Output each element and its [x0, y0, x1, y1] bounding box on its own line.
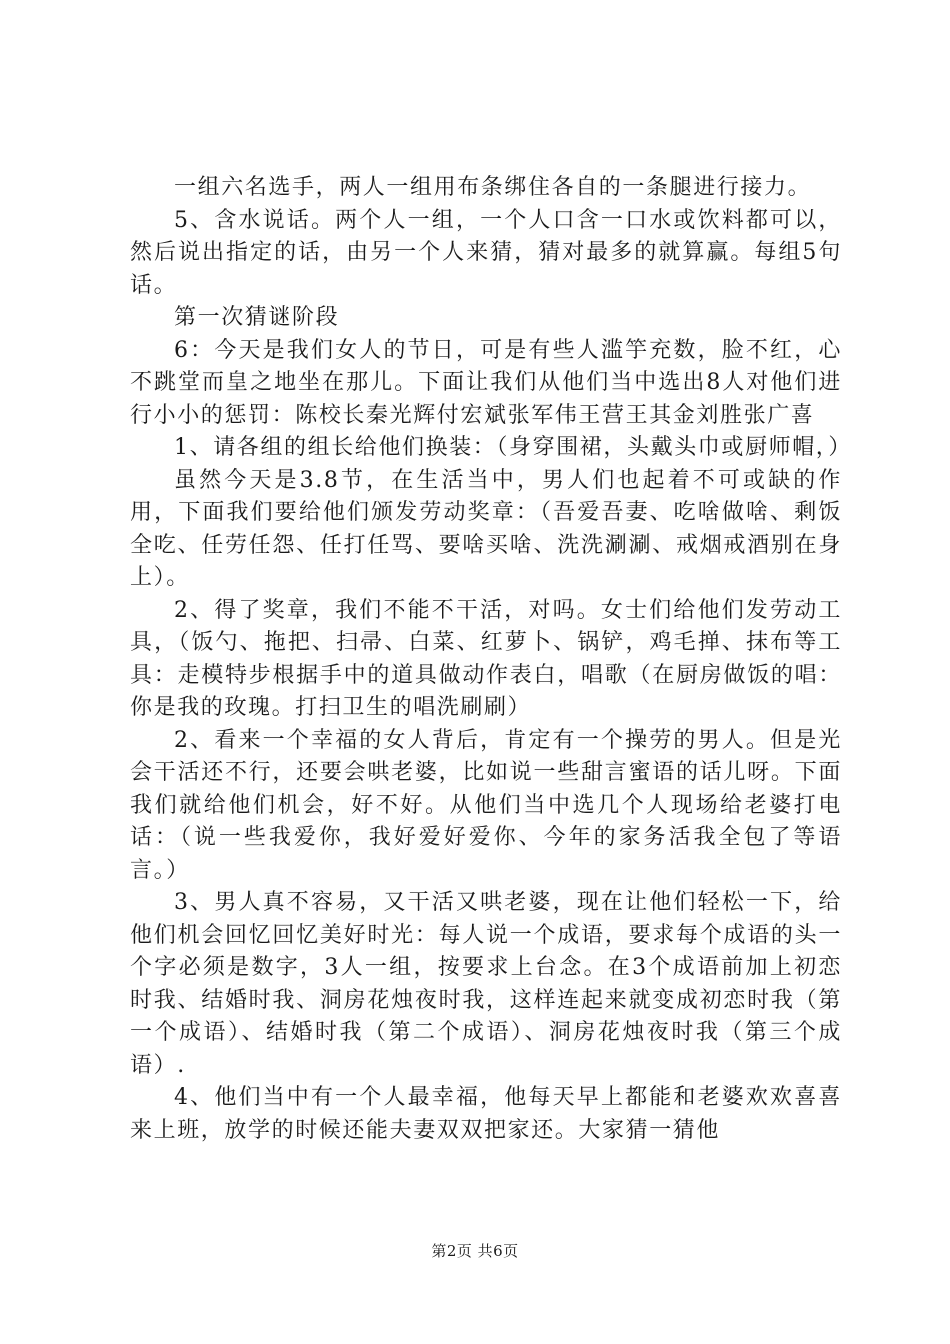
- paragraph-phone-call: 2、看来一个幸福的女人背后，肯定有一个操劳的男人。但是光会干活还不行，还要会哄老婆，比如说一些甜言蜜语的话儿呀。下面我们就给他们机会，好不好。从他们当中选几个人现场给老婆打电话：（说一些我爱你，我好爱好爱你、今年的家务活我全包了等语言。）: [130, 727, 842, 883]
- paragraph-happiest-man: 4、他们当中有一个人最幸福，他每天早上都能和老婆欢欢喜喜来上班，放学的时候还能夫妻双双把家还。大家猜一猜他: [130, 1085, 842, 1143]
- section-heading-riddle-stage: 第一次猜谜阶段: [174, 305, 340, 330]
- paragraph-labor-tools: 2、得了奖章，我们不能不干活，对吗。女士们给他们发劳动工具，（饭勺、拖把、扫帚、白菜、红萝卜、锅铲，鸡毛掸、抹布等工具：走模特步根据手中的道具做动作表白，唱歌（在厨房做饭的唱：你是我的玫瑰。打扫卫生的唱洗刷刷）: [130, 597, 842, 720]
- page-number-footer: 第2页 共6页: [431, 1242, 519, 1260]
- paragraph-labor-medals: 虽然今天是3.8节，在生活当中，男人们也起着不可或缺的作用，下面我们要给他们颁发劳动奖章：（吾爱吾妻、吃啥做啥、剩饭全吃、任劳任怨、任打任骂、要啥买啥、洗洗涮涮、戒烟戒酒别在身上）。: [130, 467, 842, 590]
- paragraph-relay-race: 一组六名选手，两人一组用布条绑住各自的一条腿进行接力。: [174, 175, 812, 200]
- document-body: [130, 172, 852, 1147]
- paragraph-penalty-intro: 6：今天是我们女人的节日，可是有些人滥竽充数，脸不红，心不跳堂而皇之地坐在那儿。下面让我们从他们当中选出8人对他们进行小小的惩罚：陈校长秦光辉付宏斌张军伟王营王其金刘胜张广喜: [130, 337, 842, 428]
- paragraph-idiom-game: 3、男人真不容易，又干活又哄老婆，现在让他们轻松一下，给他们机会回忆回忆美好时光：每人说一个成语，要求每个成语的头一个字必须是数字，3人一组，按要求上台念。在3个成语前加上初恋时我、结婚时我、洞房花烛夜时我，这样连起来就变成初恋时我（第一个成语）、结婚时我（第二个成语）、洞房花烛夜时我（第三个成语）.: [130, 890, 842, 1078]
- paragraph-costume-change: 1、请各组的组长给他们换装：（身穿围裙，头戴头巾或厨师帽，）: [174, 435, 852, 460]
- paragraph-water-talk-game: 5、含水说话。两个人一组，一个人口含一口水或饮料都可以，然后说出指定的话，由另一个人来猜，猜对最多的就算赢。每组5句话。: [130, 207, 842, 298]
